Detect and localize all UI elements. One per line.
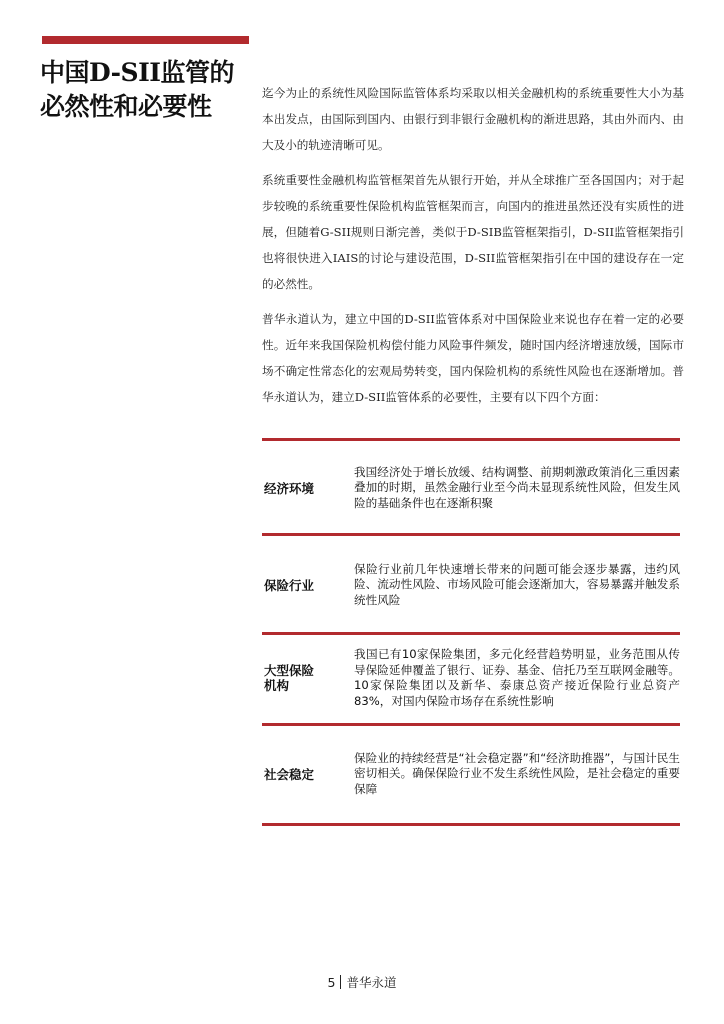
row-description: 保险业的持续经营是“社会稳定器”和“经济助推器”，与国计民生密切相关。确保保险行业不发生系统性风险，是社会稳定的重要保障 [354,750,680,796]
table-row [262,441,680,533]
paragraph: 普华永道认为，建立中国的D-SII监管体系对中国保险业来说也存在着一定的必要性。近年来我国保险机构偿付能力风险事件频发，随时国内经济增速放缓，国际市场不确定性常态化的宏观局势转变，国内保险机构的系统性风险也在逐渐增加。普华永道认为，建立D-SII监管体系的必要性，主要有以下四个方面： [262,312,684,404]
row-label: 经济环境 [264,480,315,496]
table-row [262,635,680,723]
necessity-table [262,438,680,826]
table-row [262,726,680,823]
row-label: 保险行业 [264,577,315,593]
page-title-line-2: 必然性和必要性 [40,92,212,121]
header-accent-bar [42,36,249,44]
table-row [262,536,680,632]
table-divider [262,823,680,826]
footer-brand: 普华永道 [346,975,397,990]
page-title-line-1: 中国D-SII监管的 [40,58,234,87]
body-text [262,80,684,419]
row-label: 社会稳定 [264,766,315,782]
page-footer [0,973,724,991]
row-description: 我国已有10家保险集团，多元化经营趋势明显，业务范围从传导保险延伸覆盖了银行、证券、基金、信托乃至互联网金融等。10家保险集团以及新华、泰康总资产接近保险行业总资产83%，对国内保险市场存在系统性影响 [354,647,680,708]
page-title [40,56,260,124]
paragraph: 系统重要性金融机构监管框架首先从银行开始，并从全球推广至各国国内；对于起步较晚的系统重要性保险机构监管框架而言，向国内的推进虽然还没有实质性的进展，但随着G-SII规则日渐完善，类似于D-SIB监管框架指引，D-SII监管框架指引也将很快进入IAIS的讨论与建设范围，D-SII监管框架指引在中国的建设存在一定的必然性。 [262,173,684,291]
row-description: 保险行业前几年快速增长带来的问题可能会逐步暴露，违约风险、流动性风险、市场风险可能会逐渐加大，容易暴露并触发系统性风险 [354,561,680,607]
row-label: 大型保险机构 [264,663,315,693]
paragraph: 迄今为止的系统性风险国际监管体系均采取以相关金融机构的系统重要性大小为基本出发点，由国际到国内、由银行到非银行金融机构的渐进思路，其由外而内、由大及小的轨迹清晰可见。 [262,86,684,152]
footer-separator [340,975,341,989]
row-description: 我国经济处于增长放缓、结构调整、前期刺激政策消化三重因素叠加的时期，虽然金融行业至今尚未显现系统性风险，但发生风险的基础条件也在逐渐积聚 [354,464,680,510]
page-number: 5 [327,975,336,990]
